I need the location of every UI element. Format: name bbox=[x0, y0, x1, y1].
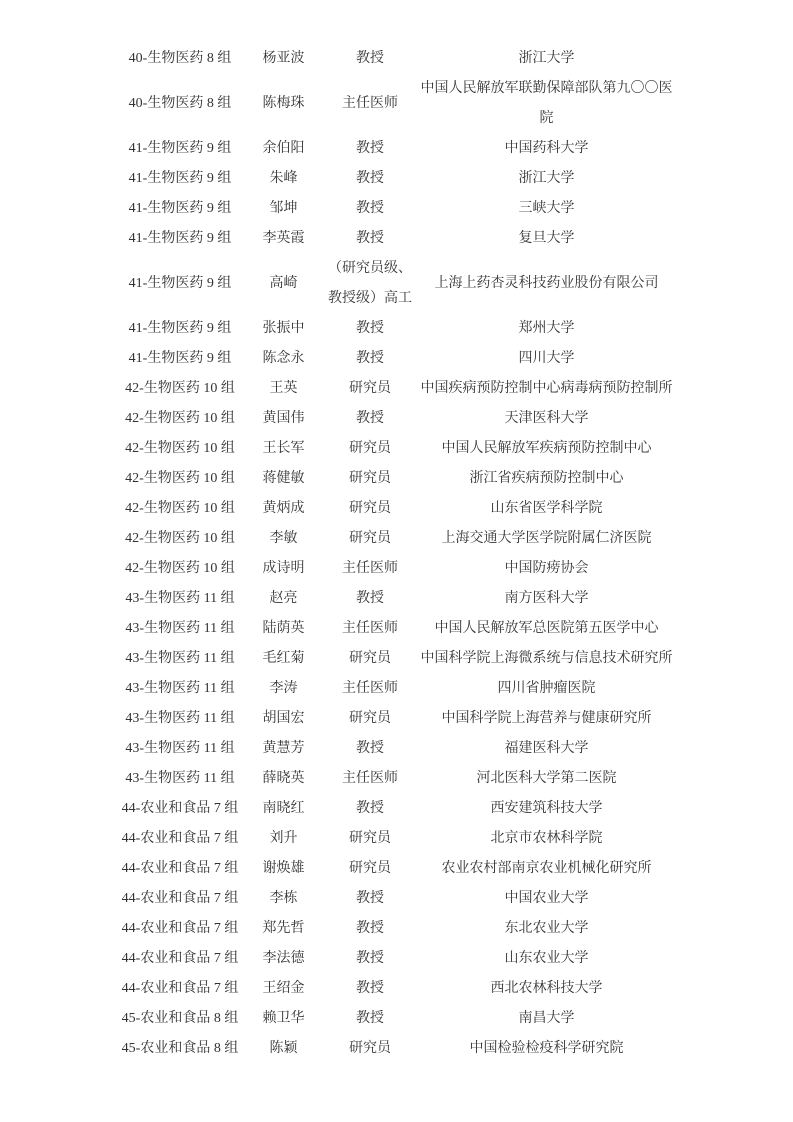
institution-cell: 东北农业大学 bbox=[504, 921, 589, 936]
institution-cell: 南方医科大学 bbox=[504, 591, 589, 606]
title-cell: 教授 bbox=[356, 351, 384, 366]
title-cell: 研究员 bbox=[349, 651, 391, 666]
group-cell: 45-农业和食品 8 组 bbox=[121, 1041, 239, 1056]
institution-cell: 北京市农林科学院 bbox=[490, 831, 603, 846]
name-cell: 赖卫华 bbox=[262, 1011, 305, 1026]
title-cell: 教授 bbox=[356, 891, 384, 906]
group-cell: 41-生物医药 9 组 bbox=[128, 201, 232, 216]
group-cell: 42-生物医药 10 组 bbox=[125, 471, 235, 486]
name-cell: 李法德 bbox=[262, 951, 305, 966]
name-cell: 郑先哲 bbox=[262, 921, 305, 936]
name-cell: 黄炳成 bbox=[262, 501, 305, 516]
group-cell: 43-生物医药 11 组 bbox=[125, 591, 235, 606]
title-cell: 教授 bbox=[356, 411, 384, 426]
title-cell: 研究员 bbox=[349, 711, 391, 726]
institution-cell: 河北医科大学第二医院 bbox=[476, 771, 617, 786]
group-cell: 44-农业和食品 7 组 bbox=[121, 861, 239, 876]
name-cell: 胡国宏 bbox=[262, 711, 305, 726]
group-cell: 42-生物医药 10 组 bbox=[125, 411, 235, 426]
name-cell: 薛晓英 bbox=[262, 771, 305, 786]
title-cell: 主任医师 bbox=[342, 561, 398, 576]
title-cell: 主任医师 bbox=[342, 681, 398, 696]
table-row bbox=[115, 584, 675, 614]
institution-cell: 中国防痨协会 bbox=[504, 561, 589, 576]
institution-cell: 福建医科大学 bbox=[504, 741, 589, 756]
institution-cell: 中国药科大学 bbox=[504, 141, 589, 156]
table-row bbox=[115, 224, 675, 254]
title-cell: 教授 bbox=[356, 231, 384, 246]
group-cell: 43-生物医药 11 组 bbox=[125, 651, 235, 666]
group-cell: 44-农业和食品 7 组 bbox=[121, 921, 239, 936]
title-cell: 教授 bbox=[356, 171, 384, 186]
table-row bbox=[115, 344, 675, 374]
title-cell: 研究员 bbox=[349, 1041, 391, 1056]
group-cell: 42-生物医药 10 组 bbox=[125, 441, 235, 456]
group-cell: 40-生物医药 8 组 bbox=[128, 51, 232, 66]
title-cell: 主任医师 bbox=[342, 771, 398, 786]
institution-cell: 中国人民解放军疾病预防控制中心 bbox=[441, 441, 652, 456]
name-cell: 陆荫英 bbox=[262, 621, 305, 636]
group-cell: 42-生物医药 10 组 bbox=[125, 501, 235, 516]
name-cell: 朱峰 bbox=[269, 171, 298, 186]
name-cell: 陈念永 bbox=[262, 351, 305, 366]
group-cell: 41-生物医药 9 组 bbox=[128, 276, 232, 291]
name-cell: 邹坤 bbox=[269, 201, 298, 216]
title-cell: 主任医师 bbox=[342, 621, 398, 636]
table-row bbox=[115, 134, 675, 164]
name-cell: 李敏 bbox=[269, 531, 298, 546]
table-row bbox=[115, 74, 675, 134]
table-row bbox=[115, 944, 675, 974]
institution-cell: 中国科学院上海微系统与信息技术研究所 bbox=[420, 651, 673, 666]
table-row bbox=[115, 164, 675, 194]
table-row bbox=[115, 764, 675, 794]
group-cell: 41-生物医药 9 组 bbox=[128, 141, 232, 156]
group-cell: 42-生物医药 10 组 bbox=[125, 561, 235, 576]
group-cell: 40-生物医药 8 组 bbox=[128, 96, 232, 111]
name-cell: 余伯阳 bbox=[262, 141, 305, 156]
name-cell: 杨亚波 bbox=[262, 51, 305, 66]
institution-cell: 浙江大学 bbox=[518, 51, 575, 66]
name-cell: 刘升 bbox=[269, 831, 298, 846]
group-cell: 43-生物医药 11 组 bbox=[125, 711, 235, 726]
title-cell: 教授 bbox=[356, 921, 384, 936]
name-cell: 谢焕雄 bbox=[262, 861, 305, 876]
institution-cell: 山东省医学科学院 bbox=[490, 501, 603, 516]
group-cell: 44-农业和食品 7 组 bbox=[121, 981, 239, 996]
group-cell: 42-生物医药 10 组 bbox=[125, 381, 235, 396]
title-cell: 研究员 bbox=[349, 531, 391, 546]
table-row bbox=[115, 314, 675, 344]
institution-cell: 中国科学院上海营养与健康研究所 bbox=[441, 711, 652, 726]
name-cell: 李涛 bbox=[269, 681, 298, 696]
table-row bbox=[115, 794, 675, 824]
group-cell: 42-生物医药 10 组 bbox=[125, 531, 235, 546]
institution-cell: 西北农林科技大学 bbox=[490, 981, 603, 996]
name-cell: 李栋 bbox=[269, 891, 298, 906]
table-row bbox=[115, 704, 675, 734]
institution-cell: 上海上药杏灵科技药业股份有限公司 bbox=[434, 276, 659, 291]
name-cell: 高崎 bbox=[269, 276, 298, 291]
group-cell: 44-农业和食品 7 组 bbox=[121, 891, 239, 906]
table-row bbox=[115, 554, 675, 584]
group-cell: 43-生物医药 11 组 bbox=[125, 741, 235, 756]
group-cell: 44-农业和食品 7 组 bbox=[121, 951, 239, 966]
name-cell: 王英 bbox=[269, 381, 298, 396]
table-row bbox=[115, 374, 675, 404]
group-cell: 41-生物医药 9 组 bbox=[128, 351, 232, 366]
institution-cell: 山东农业大学 bbox=[504, 951, 589, 966]
title-cell: 教授 bbox=[356, 321, 384, 336]
name-cell: 毛红菊 bbox=[262, 651, 305, 666]
table-row bbox=[115, 884, 675, 914]
title-cell: 主任医师 bbox=[342, 96, 398, 111]
table-row bbox=[115, 434, 675, 464]
institution-cell: 西安建筑科技大学 bbox=[490, 801, 603, 816]
table-row bbox=[115, 194, 675, 224]
institution-cell: 三峡大学 bbox=[518, 201, 575, 216]
title-cell: 研究员 bbox=[349, 831, 391, 846]
name-cell: 南晓红 bbox=[262, 801, 305, 816]
institution-cell: 浙江省疾病预防控制中心 bbox=[469, 471, 624, 486]
table-row bbox=[115, 644, 675, 674]
title-cell: 教授 bbox=[356, 1011, 384, 1026]
table-row bbox=[115, 464, 675, 494]
title-cell: 教授 bbox=[356, 591, 384, 606]
table-row bbox=[115, 734, 675, 764]
table-row bbox=[115, 254, 675, 314]
name-cell: 王绍金 bbox=[262, 981, 305, 996]
review-expert-table bbox=[115, 44, 675, 1064]
group-cell: 43-生物医药 11 组 bbox=[125, 681, 235, 696]
institution-cell: 中国人民解放军总医院第五医学中心 bbox=[434, 621, 659, 636]
table-row bbox=[115, 524, 675, 554]
name-cell: 赵亮 bbox=[269, 591, 298, 606]
institution-cell: 郑州大学 bbox=[518, 321, 575, 336]
group-cell: 41-生物医药 9 组 bbox=[128, 321, 232, 336]
table-row bbox=[115, 974, 675, 1004]
review-expert-table-body bbox=[115, 44, 675, 1064]
name-cell: 张振中 bbox=[262, 321, 305, 336]
institution-cell: 农业农村部南京农业机械化研究所 bbox=[441, 861, 652, 876]
table-row bbox=[115, 854, 675, 884]
title-cell: 教授 bbox=[356, 141, 384, 156]
title-cell: 教授 bbox=[356, 951, 384, 966]
group-cell: 45-农业和食品 8 组 bbox=[121, 1011, 239, 1026]
title-cell: 研究员 bbox=[349, 471, 391, 486]
group-cell: 43-生物医药 11 组 bbox=[125, 621, 235, 636]
table-row bbox=[115, 914, 675, 944]
table-row bbox=[115, 494, 675, 524]
group-cell: 44-农业和食品 7 组 bbox=[121, 801, 239, 816]
table-row bbox=[115, 614, 675, 644]
group-cell: 43-生物医药 11 组 bbox=[125, 771, 235, 786]
name-cell: 黄国伟 bbox=[262, 411, 305, 426]
name-cell: 王长军 bbox=[262, 441, 305, 456]
institution-cell: 复旦大学 bbox=[518, 231, 575, 246]
title-cell: 研究员 bbox=[349, 501, 391, 516]
institution-cell: 四川省肿瘤医院 bbox=[497, 681, 596, 696]
table-row bbox=[115, 1004, 675, 1034]
institution-cell: 上海交通大学医学院附属仁济医院 bbox=[441, 531, 652, 546]
title-cell: 研究员 bbox=[349, 441, 391, 456]
table-row bbox=[115, 824, 675, 854]
title-cell: 教授 bbox=[356, 741, 384, 756]
group-cell: 41-生物医药 9 组 bbox=[128, 171, 232, 186]
institution-cell: 中国疾病预防控制中心病毒病预防控制所 bbox=[420, 381, 673, 396]
title-cell: 教授 bbox=[356, 201, 384, 216]
institution-cell: 浙江大学 bbox=[518, 171, 575, 186]
title-cell: 教授 bbox=[356, 981, 384, 996]
table-row bbox=[115, 44, 675, 74]
name-cell: 蒋健敏 bbox=[262, 471, 305, 486]
table-row bbox=[115, 404, 675, 434]
title-cell: 教授 bbox=[356, 801, 384, 816]
table-row bbox=[115, 674, 675, 704]
table-row bbox=[115, 1034, 675, 1064]
institution-cell: 四川大学 bbox=[518, 351, 575, 366]
name-cell: 黄慧芳 bbox=[262, 741, 305, 756]
name-cell: 成诗明 bbox=[262, 561, 305, 576]
title-cell: 研究员 bbox=[349, 861, 391, 876]
title-cell: 教授 bbox=[356, 51, 384, 66]
name-cell: 陈梅珠 bbox=[262, 96, 305, 111]
name-cell: 陈颖 bbox=[269, 1041, 298, 1056]
group-cell: 44-农业和食品 7 组 bbox=[121, 831, 239, 846]
institution-cell: 中国检验检疫科学研究院 bbox=[469, 1041, 624, 1056]
group-cell: 41-生物医药 9 组 bbox=[128, 231, 232, 246]
institution-cell: 中国农业大学 bbox=[504, 891, 589, 906]
title-cell: 研究员 bbox=[349, 381, 391, 396]
institution-cell: 天津医科大学 bbox=[504, 411, 589, 426]
institution-cell: 中国人民解放军联勤保障部队第九〇〇医院 bbox=[420, 81, 673, 126]
name-cell: 李英霞 bbox=[262, 231, 305, 246]
institution-cell: 南昌大学 bbox=[518, 1011, 575, 1026]
title-cell: （研究员级、教授级）高工 bbox=[328, 261, 412, 306]
